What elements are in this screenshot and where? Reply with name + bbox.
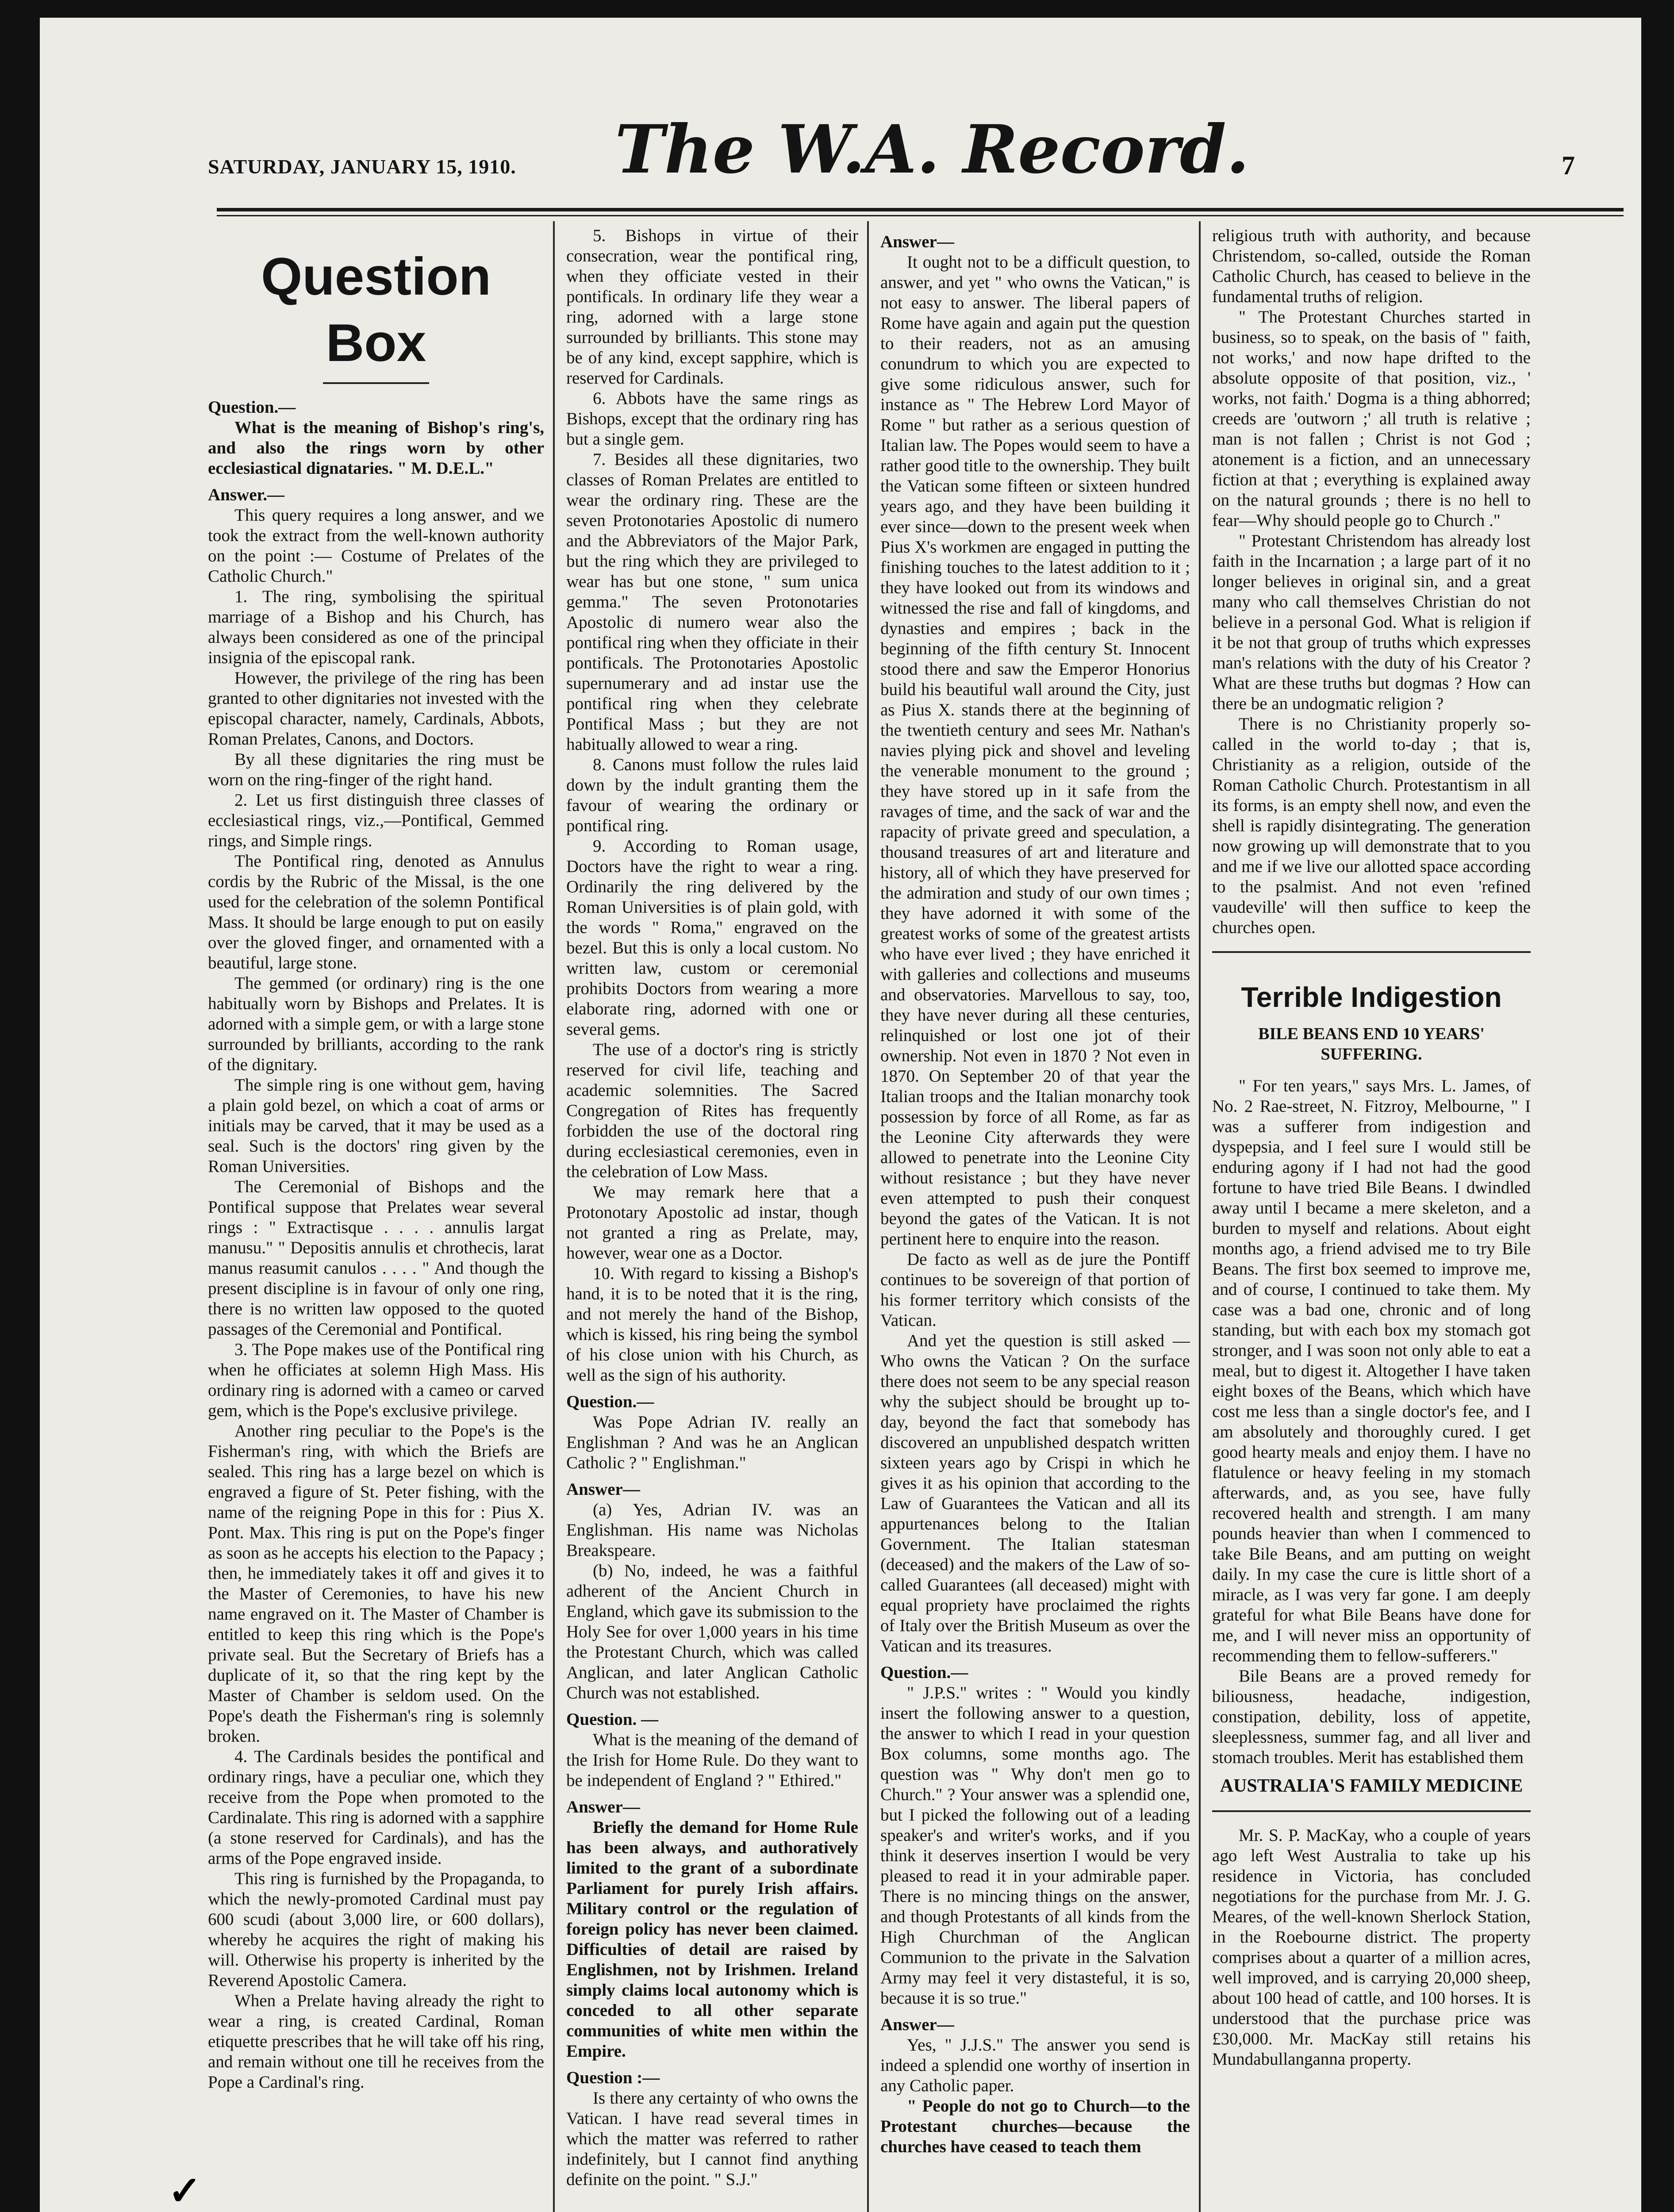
question-label: Question. —	[566, 1710, 659, 1729]
question-label: Question :—	[566, 2068, 660, 2087]
issue-date: SATURDAY, JANUARY 15, 1910.	[208, 155, 516, 178]
paragraph: The simple ring is one without gem, having a plain gold bezel, on which a coat of arms or initials may be carved, that it may be used as a seal. Such is the doctors' ring given by the Roman Universities.	[208, 1075, 544, 1176]
ad-title: Terrible Indigestion	[1241, 981, 1502, 1013]
ad-subheading: BILE BEANS END 10 YEARS' SUFFERING.	[1258, 1025, 1485, 1064]
paragraph: This ring is furnished by the Propaganda, to which the newly-promoted Cardinal must pay 600 scudi (about 3,000 lire, or 600 dollars), whereby he acquires the right of making his will. Otherwise his property is inherited by the Reverend Apostolic Camera.	[208, 1869, 544, 1990]
paragraph: When a Prelate having already the right to wear a ring, is created Cardinal, Roman etiquette prescribes that he will take off his ring, and remain without one till he receives from the Pope a Cardinal's ring.	[208, 1991, 544, 2092]
question-label: Question.—	[880, 1663, 968, 1682]
paragraph: Briefly the demand for Home Rule has been always, and authoratively limited to the grant of a subordinate Parliament for purely Irish affairs. Military control or the regulation of foreign policy has never been claimed. Difficulties of detail are raised by Englishmen, not by Irishmen. Ireland simply claims local autonomy which is conceded to all other separate communities of white men within the Empire.	[566, 1818, 858, 2061]
newspaper-page	[40, 18, 1641, 2212]
ad-paragraph: Bile Beans are a proved remedy for biliousness, headache, indigestion, constipation, debility, loss of appetite, sleeplessness, summer fag, and all liver and stomach troubles. Merit has established them	[1212, 1667, 1531, 1767]
paragraph: (a) Yes, Adrian IV. was an Englishman. His name was Nicholas Breakspeare.	[566, 1500, 858, 1560]
paragraph: 7. Besides all these dignitaries, two classes of Roman Prelates are entitled to wear the ordinary ring. These are the seven Protonotaries Apostolic di numero and the Abbreviators of the Major Park, but the ring which they are privileged to wear has but one stone, " sum unica gemma." The seven Protonotaries Apostolic di numero wear also the pontifical ring when they officiate in their pontificals. The Protonotaries Apostolic supernumerary and ad instar use the pontifical ring when they celebrate Pontifical Mass ; but they are not habitually allowed to wear a ring.	[566, 450, 858, 754]
paragraph: This query requires a long answer, and we took the extract from the well-known authority on the point :— Costume of Prelates of the Catholic Church."	[208, 506, 544, 586]
paragraph: 4. The Cardinals besides the pontifical and ordinary rings, have a peculiar one, which they receive from the Pope when promoted to the Cardinalate. This ring is adorned with a sapphire (a stone reserved for Cardinals), and has the arms of the Pope engraved inside.	[208, 1747, 544, 1868]
paragraph: The Ceremonial of Bishops and the Pontifical suppose that Prelates wear several rings : " Extractisque . . . . annulis largat manusu." " Depositis annulis et chrothecis, larat manus reasumit canulos . . . . " And though the present discipline is in favour of only one ring, there is no written law opposed to the quoted passages of the Ceremonial and Pontifical.	[208, 1177, 544, 1339]
paragraph: By all these dignitaries the ring must be worn on the ring-finger of the right hand.	[208, 750, 544, 789]
paragraph: 1. The ring, symbolising the spiritual marriage of a Bishop and his Church, has always been considered as one of the principal insignia of the episcopal rank.	[208, 587, 544, 667]
paragraph: The Pontifical ring, denoted as Annulus cordis by the Rubric of the Missal, is the one used for the celebration of the solemn Pontifical Mass. It should be large enough to put on easily over the gloved finger, and ornamented with a beautiful, large stone.	[208, 852, 544, 972]
paragraph: 2. Let us first distinguish three classes of ecclesiastical rings, viz.,—Pontifical, Gemmed rings, and Simple rings.	[208, 791, 544, 850]
question-label: Question.—	[208, 398, 296, 417]
question-text: Was Pope Adrian IV. really an Englishman ? And was he an Anglican Catholic ? " Englishman."	[566, 1413, 858, 1472]
paragraph: 3. The Pope makes use of the Pontifical ring when he officiates at solemn High Mass. His ordinary ring is adorned with a cameo or carved gem, which is the Pope's exclusive privilege.	[208, 1340, 544, 1420]
column-1	[208, 226, 544, 2212]
column-4	[1212, 226, 1531, 2212]
ad-tagline: AUSTRALIA'S FAMILY MEDICINE	[1220, 1776, 1523, 1796]
paragraph: It ought not to be a difficult question, to answer, and yet " who owns the Vatican," is not easy to answer. The liberal papers of Rome have again and again put the question to their readers, not as an amusing conundrum to which you are expected to give some ridiculous answer, such for instance as " The Hebrew Lord Mayor of Rome " but rather as a serious question of Italian law. The Popes would seem to have a rather good title to the ownership. They built the Vatican some fifteen or sixteen hundred years ago, and they have been building it ever since—down to the present week when Pius X's workmen are engaged in putting the finishing touches to the latest addition to it ; they have looked out from its windows and witnessed the rise and fall of kingdoms, and dynasties and empires ; back in the beginning of the fifth century St. Innocent stood there and saw the Emperor Honorius build his beautiful wall around the City, just as Pius X. stands there at the beginning of the twentieth century and sees Mr. Nathan's navies plying pick and shovel and leveling the venerable monument to the ground ; they have stored up in it safe from the ravages of time, and the sack of war and the rapacity of private greed and speculation, a thousand treasures of art and literature and history, all of which they have preserved for the admiration and study of our own times ; they have adorned it with some of the greatest works of some of the greatest artists who have ever lived ; they have enriched it with galleries and collections and museums and observatories. Marvellous to say, too, they have never during all these centuries, relinquished or lost one jot of their ownership. Not even in 1870 ? Not even in 1870. On September 20 of that year the Italian troops and the Italian monarchy took possession by force of all Rome, as far as the Leonine City afterwards they were allowed to penetrate into the Leonine City without resistance ; but they have never even attempted to push their conquest beyond the gates of the Vatican. It is not pertinent here to enquire into the reason.	[880, 253, 1190, 1248]
section-title: Question Box	[261, 247, 491, 373]
question-text: Is there any certainty of who owns the Vatican. I have read several times in which the matter was referred to rather indefinitely, but I cannot find anything definite on the point. " S.J."	[566, 2089, 858, 2189]
answer-label: Answer—	[566, 1480, 640, 1499]
paragraph: Another ring peculiar to the Pope's is the Fisherman's ring, with which the Briefs are sealed. This ring has a large bezel on which is engraved a figure of St. Peter fishing, with the name of the reigning Pope in this for : Pius X. Pont. Max. This ring is put on the Pope's finger as soon as he accepts his election to the Papacy ; then, he immediately takes it off and gives it to the Master of Ceremonies, to have his new name engraved on it. The Master of Chamber is entitled to keep this ring which is the Pope's private seal. But the Secretary of Briefs has a duplicate of it, so that the ring kept by the Master of Chamber is seldom used. On the Pope's death the Fisherman's ring is solemnly broken.	[208, 1421, 544, 1746]
paragraph: 8. Canons must follow the rules laid down by the indult granting them the favour of wearing the ordinary or pontifical ring.	[566, 755, 858, 835]
column-rule	[867, 221, 869, 2212]
paragraph: 10. With regard to kissing a Bishop's hand, it is to be noted that it is the ring, and not merely the hand of the Bishop, which is kissed, his ring being the symbol of his close union with his Church, as well as the sign of his authority.	[566, 1264, 858, 1385]
paragraph: religious truth with authority, and because Christendom, so-called, outside the Roman Catholic Church, has ceased to believe in the fundamental truths of religion.	[1212, 226, 1531, 306]
paragraph: We may remark here that a Protonotary Apostolic ad instar, though not granted a ring as Prelate, may, however, wear one as a Doctor.	[566, 1183, 858, 1263]
ad-paragraph: " For ten years," says Mrs. L. James, of No. 2 Rae-street, N. Fitzroy, Melbourne, " I was a sufferer from indigestion and dyspepsia, and I feel sure I would still be enduring agony if I had not had the good fortune to have tried Bile Beans. I dwindled away until I became a mere skeleton, and a burden to myself and relations. About eight months ago, a friend advised me to try Bile Beans. The first box seemed to improve me, and of course, I continued to take them. My case was a bad one, chronic and of long standing, but with each box my stomach got stronger, and I was soon not only able to eat a meal, but to digest it. Altogether I have taken eight boxes of the Beans, which which have cost me less than a single doctor's fee, and I am absolutely and thoroughly cured. I get good hearty meals and enjoy them. I have no flatulence or heavy feeling in my stomach afterwards, and, as you see, have fully recovered health and strength. I am many pounds heavier than when I commenced to take Bile Beans, and am putting on weight daily. In my case the cure is little short of a miracle, as I was very far gone. I am deeply grateful for what Bile Beans have done for me, and I will never miss an opportunity of recommending them to fellow-sufferers."	[1212, 1076, 1531, 1665]
section-separator	[1212, 1810, 1531, 1812]
column-rule	[553, 221, 555, 2212]
answer-label: Answer—	[880, 2015, 954, 2034]
answer-label: Answer—	[566, 1797, 640, 1816]
paragraph: Yes, " J.J.S." The answer you send is indeed a splendid one worthy of insertion in any Catholic paper.	[880, 2035, 1190, 2095]
paragraph: (b) No, indeed, he was a faithful adherent of the Ancient Church in England, which gave its submission to the Holy See for over 1,000 years in his time the Protestant Church, which was called Anglican, and later Anglican Catholic Church was not established.	[566, 1561, 858, 1702]
paragraph: " Protestant Christendom has already lost faith in the Incarnation ; a large part of it no longer believes in original sin, and a great many who call themselves Christian do not believe in a personal God. What is religion if it be not that group of truths which expresses man's relations with the duty of his Creator ? What are these truths but dogmas ? How can there be an undogmatic religion ?	[1212, 531, 1531, 713]
paragraph: De facto as well as de jure the Pontiff continues to be sovereign of that portion of his former territory which consists of the Vatican.	[880, 1250, 1190, 1330]
paragraph: " People do not go to Church—to the Protestant churches—because the churches have ceased to teach them	[880, 2097, 1190, 2156]
news-paragraph: Mr. S. P. MacKay, who a couple of years ago left West Australia to take up his residence in Victoria, has concluded negotiations for the purchase from Mr. J. G. Meares, of the well-known Sherlock Station, in the Roebourne district. The property comprises about a quarter of a million acres, well improved, and is carrying 20,000 sheep, about 100 head of cattle, and 100 horses. It is understood that the purchase price was £30,000. Mr. MacKay still retains his Mundabullanganna property.	[1212, 1826, 1531, 2069]
question-label: Question.—	[566, 1392, 654, 1411]
masthead-title: The W.A. Record.	[615, 111, 1250, 188]
section-separator	[1212, 951, 1531, 953]
answer-label: Answer.—	[208, 485, 284, 504]
answer-label: Answer—	[880, 232, 954, 251]
margin-checkmark: ✓	[168, 2170, 202, 2212]
paragraph: The use of a doctor's ring is strictly reserved for civil life, teaching and academic solemnities. The Sacred Congregation of Rites has frequently forbidden the use of the doctoral ring during ecclesiastical ceremonies, even in the celebration of Low Mass.	[566, 1040, 858, 1181]
paragraph: The gemmed (or ordinary) ring is the one habitually worn by Bishops and Prelates. It is adorned with a simple gem, or with a large stone surrounded by brilliants, according to the rank of the dignitary.	[208, 974, 544, 1074]
column-rule	[1199, 221, 1201, 2212]
column-2	[566, 226, 858, 2212]
paragraph: 5. Bishops in virtue of their consecration, wear the pontifical ring, when they officiate vested in their pontificals. In ordinary life they wear a ring, adorned with a large stone surrounded by brilliants. This stone may be of any kind, except sapphire, which is reserved for Cardinals.	[566, 226, 858, 388]
question-text: What is the meaning of the demand of the Irish for Home Rule. Do they want to be independent of England ? " Ethired."	[566, 1730, 858, 1790]
paragraph: 6. Abbots have the same rings as Bishops, except that the ordinary ring has but a single gem.	[566, 389, 858, 449]
masthead-rule	[217, 208, 1624, 211]
page-number: 7	[1562, 151, 1575, 180]
paragraph: And yet the question is still asked —Who owns the Vatican ? On the surface there does not seem to be any special reason why the subject should be brought up to-day, beyond the fact that somebody has discovered an unpublished despatch written sixteen years ago by Crispi in which he gives it as his opinion that according to the Law of Guarantees the Vatican and all its appurtenances belong to the Italian Government. The Italian statesman (deceased) and the makers of the Law of so-called Guarantees (all deceased) might with equal propriety have proclaimed the rights of Italy over the British Museum as over the Vatican and its treasures.	[880, 1331, 1190, 1655]
column-3	[880, 226, 1190, 2212]
paragraph: However, the privilege of the ring has been granted to other dignitaries not invested with the episcopal character, namely, Cardinals, Abbots, Roman Prelates, Canons, and Doctors.	[208, 668, 544, 749]
paragraph: There is no Christianity properly so-called in the world to-day ; that is, Christianity as a religion, outside of the Roman Catholic Church. Protestantism in all its forms, is an empty shell now, and even the shell is rapidly disintegrating. The generation now growing up will demonstrate that to you and me if we live our allotted space according to the psalmist. And not even 'refined vaudeville' will then suffice to keep the churches open.	[1212, 714, 1531, 937]
title-separator	[323, 382, 429, 384]
paragraph: " The Protestant Churches started in business, so to speak, on the basis of " faith, not works,' and now hape drifted to the absolute opposite of that position, viz., ' works, not faith.' Dogma is a thing abhorred; creeds are 'outworn ;' all truth is relative ; man is not fallen ; Christ is not God ; atonement is a fiction, and an unnecessary fiction at that ; everything is explained away on the natural grounds ; there is no hell to fear—Why should people go to Church ."	[1212, 307, 1531, 530]
masthead-rule-thin	[217, 215, 1624, 216]
question-text: " J.P.S." writes : " Would you kindly insert the following answer to a question, the answer to which I read in your question Box columns, some months ago. The question was " Why don't men go to Church." ? Your answer was a splendid one, but I picked the following out of a leading speaker's and writer's works, and if you think it deserves insertion I would be very pleased to read it in your admirable paper. There is no mincing things on the answer, and though Protestants of all kinds from the High Churchman of the Anglican Communion to the private in the Salvation Army may feel it very distasteful, it is so, because it is so true."	[880, 1683, 1190, 2008]
question-text: What is the meaning of Bishop's ring's, and also the rings worn by other ecclesiastical dignataries. " M. D.E.L."	[208, 418, 544, 478]
paragraph: 9. According to Roman usage, Doctors have the right to wear a ring. Ordinarily the ring delivered by the Roman Universities is of plain gold, with the words " Roma," engraved on the bezel. But this is only a local custom. No written law, custom or ceremonial prohibits Doctors from wearing a more elaborate ring, adorned with one or several gems.	[566, 837, 858, 1039]
